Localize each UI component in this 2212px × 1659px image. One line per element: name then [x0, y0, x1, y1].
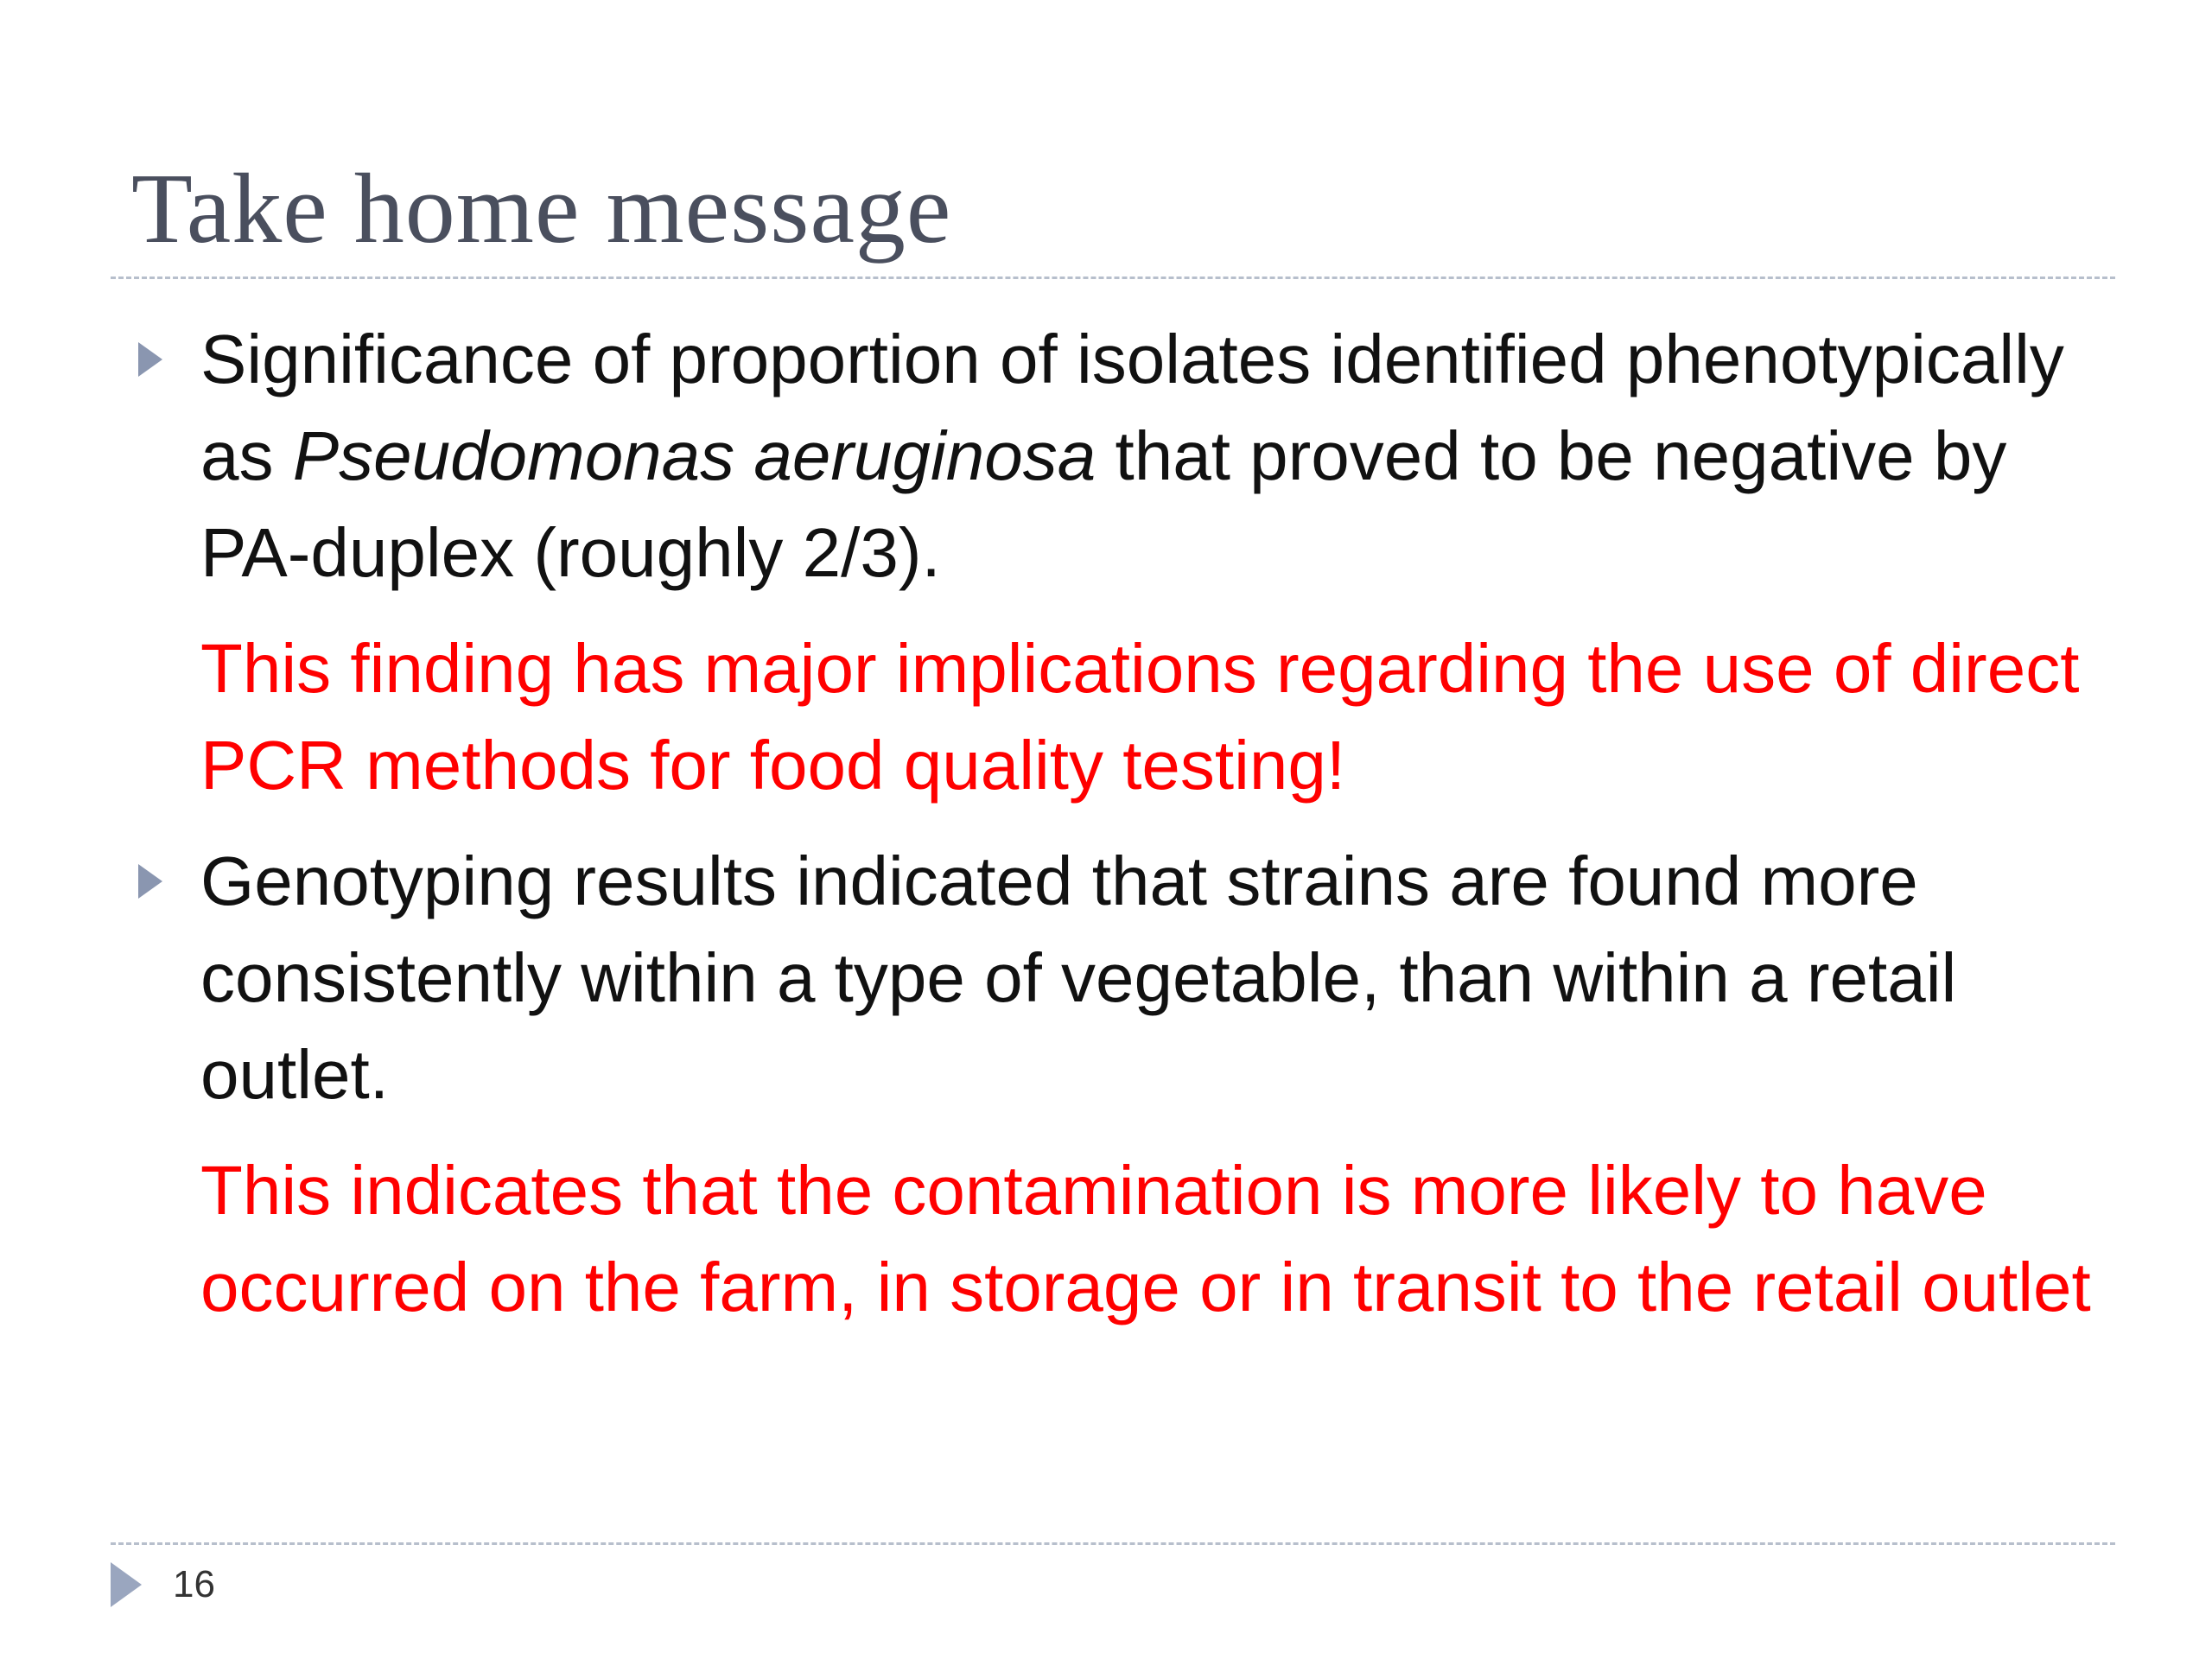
page-number: 16 — [173, 1563, 215, 1605]
bullet-text-1 — [200, 311, 2091, 601]
slide-title: Take home message — [131, 154, 952, 264]
triangle-right-icon — [138, 342, 162, 377]
bullet-text-1-part-2: that proved to be negative by PA-duplex (roughly 2/3). — [200, 417, 2007, 591]
bullet-text-2: Genotyping results indicated that strains are found more consistently within a type of vegetable, than within a retail outlet. — [200, 842, 1957, 1113]
footer-triangle-icon — [111, 1562, 142, 1607]
footer-divider — [111, 1542, 2115, 1545]
bullet-item-1 — [138, 311, 2091, 601]
slide-content — [138, 311, 2091, 1336]
triangle-right-icon — [138, 864, 162, 899]
bullet-text-1-part-1: Significance of proportion of isolates identified phenotypically as — [200, 321, 2064, 494]
bullet-note-1: This finding has major implications regarding the use of direct PCR methods for food quality testing! — [200, 630, 2080, 804]
bullet-item-2 — [138, 833, 2091, 1123]
title-divider — [111, 276, 2115, 279]
bullet-note-2: This indicates that the contamination is more likely to have occurred on the farm, in storage or in transit to the retail outlet — [200, 1152, 2091, 1325]
species-name: Pseudomonas aeruginosa — [292, 417, 1096, 494]
